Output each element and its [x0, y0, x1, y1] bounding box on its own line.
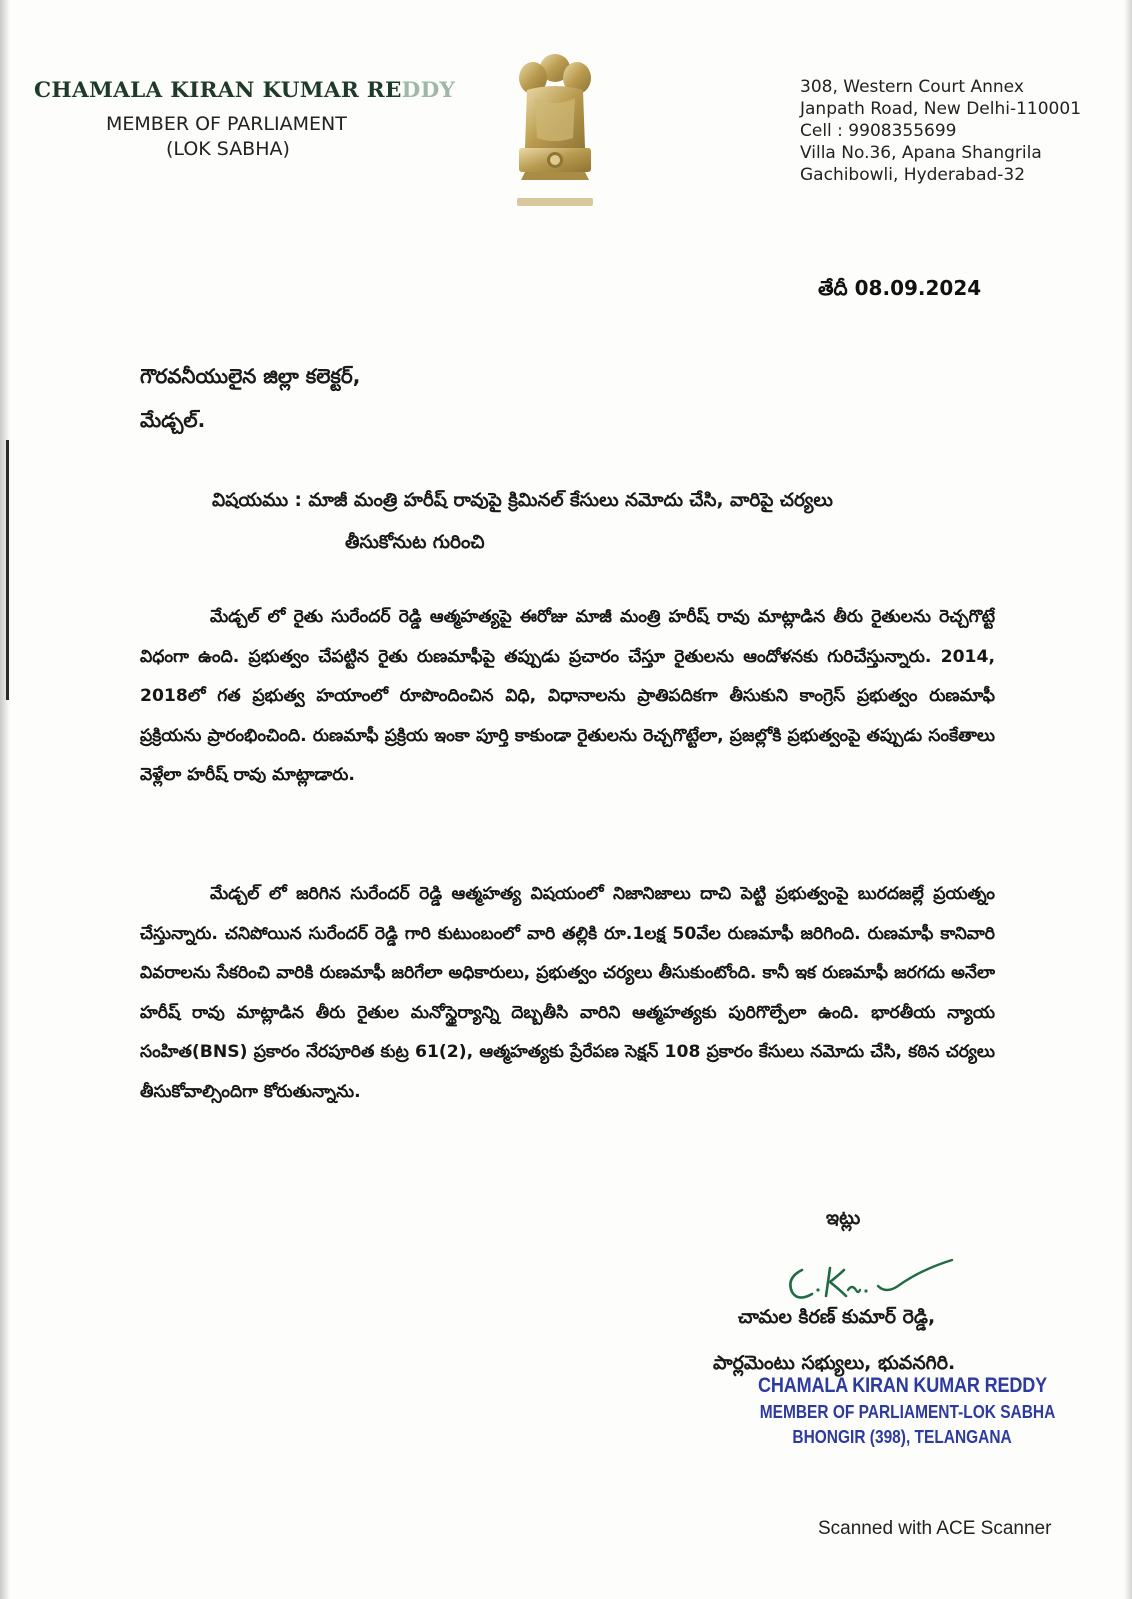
subject-line-2: తీసుకోనుట గురించి: [345, 532, 485, 553]
scanner-watermark: Scanned with ACE Scanner: [818, 1518, 1052, 1539]
body-paragraph-1: మేడ్చల్ లో రైతు సురేందర్ రెడ్డి ఆత్మహత్యపై ఈరోజు మాజీ మంత్రి హరీష్ రావు మాట్లాడిన తీరు రైతులను రెచ్చగొట్టే విధంగా ఉంది. ప్రభుత్వం చేపట్టిన రైతు రుణమాఫీపై తప్పుడు ప్రచారం చేస్తూ రైతులను ఆందోళనకు గురిచేస్తున్నారు. 2014, 2018లో గత ప్రభుత్వ హయాంలో రూపొందించిన విధి, విధానాలను ప్రాతిపదికగా తీసుకుని కాంగ్రెస్ ప్రభుత్వం రుణమాఫీ ప్రక్రియను ప్రారంభించింది. రుణమాఫీ ప్రక్రియ ఇంకా పూర్తి కాకుండా రైతులను రెచ్చగొట్టేలా, ప్రజల్లోకి ప్రభుత్వంపై తప్పుడు సంకేతాలు వెళ్లేలా హరీష్ రావు మాట్లాడారు.: [140, 607, 995, 785]
scan-shadow-left: [0, 0, 10, 1599]
national-emblem-icon: [505, 38, 605, 218]
recipient-line-2: మేడ్చల్.: [140, 408, 206, 432]
body-paragraph-2: మేడ్చల్ లో జరిగిన సురేందర్ రెడ్డి ఆత్మహత్య విషయంలో నిజానిజాలు దాచి పెట్టి ప్రభుత్వంపై బురదజల్లే ప్రయత్నం చేస్తున్నారు. చనిపోయిన సురేందర్ రెడ్డి గారి కుటుంబంలో వారి తల్లికి రూ.1లక్ష 50వేల రుణమాఫీ జరిగింది. రుణమాఫీ కానివారి వివరాలను సేకరించి వారికి రుణమాఫీ జరిగేలా అధికారులు, ప్రభుత్వం చర్యలు తీసుకుంటోంది. కానీ ఇక రుణమాఫీ జరగదు అనేలా హరీష్ రావు మాట్లాడిన తీరు రైతుల మనోస్థైర్యాన్ని దెబ్బతీసి వారిని ఆత్మహత్యకు పురిగొల్పేలా ఉంది. భారతీయ న్యాయ సంహిత(BNS) ప్రకారం నేరపూరిత కుట్ర 61(2), ఆత్మహత్యకు ప్రేరేపణ సెక్షన్ 108 ప్రకారం కేసులు నమోదు చేసి, కఠిన చర్యలు తీసుకోవాల్సిందిగా కోరుతున్నాను.: [140, 884, 995, 1102]
letterhead-address: [800, 76, 1081, 186]
scan-artifact-line: [6, 440, 9, 700]
address-line: Villa No.36, Apana Shangrila: [800, 143, 1042, 163]
stamp-line-2: MEMBER OF PARLIAMENT-LOK SABHA: [759, 1402, 1056, 1422]
letter-date: తేదీ 08.09.2024: [818, 276, 982, 300]
handwritten-signature: [780, 1250, 960, 1310]
letterhead-house: (LOK SABHA): [166, 138, 290, 160]
scan-shadow-right: [1124, 0, 1132, 1599]
signatory-name: చామల కిరణ్ కుమార్ రెడ్డి,: [738, 1306, 936, 1328]
official-stamp: [758, 1374, 1055, 1448]
stamp-line-3: BHONGIR (398), TELANGANA: [792, 1427, 1012, 1447]
letterhead-name: CHAMALA KIRAN KUMAR REDDY: [34, 78, 456, 103]
address-line: Cell : 9908355699: [800, 121, 957, 141]
address-line: Gachibowli, Hyderabad-32: [800, 165, 1026, 185]
letterhead-designation: MEMBER OF PARLIAMENT: [106, 113, 347, 135]
signatory-title: పార్లమెంటు సభ్యులు, భువనగిరి.: [713, 1352, 956, 1374]
recipient-line-1: గౌరవనీయులైన జిల్లా కలెక్టర్,: [140, 364, 361, 388]
address-line: Janpath Road, New Delhi-110001: [800, 99, 1082, 119]
stamp-line-1: CHAMALA KIRAN KUMAR REDDY: [758, 1374, 1048, 1397]
subject-line-1: విషయము : మాజీ మంత్రి హరీష్ రావుపై క్రిమినల్ కేసులు నమోదు చేసి, వారిపై చర్యలు: [212, 490, 833, 511]
address-line: 308, Western Court Annex: [800, 77, 1024, 97]
closing-itlu: ఇట్లు: [826, 1207, 861, 1229]
